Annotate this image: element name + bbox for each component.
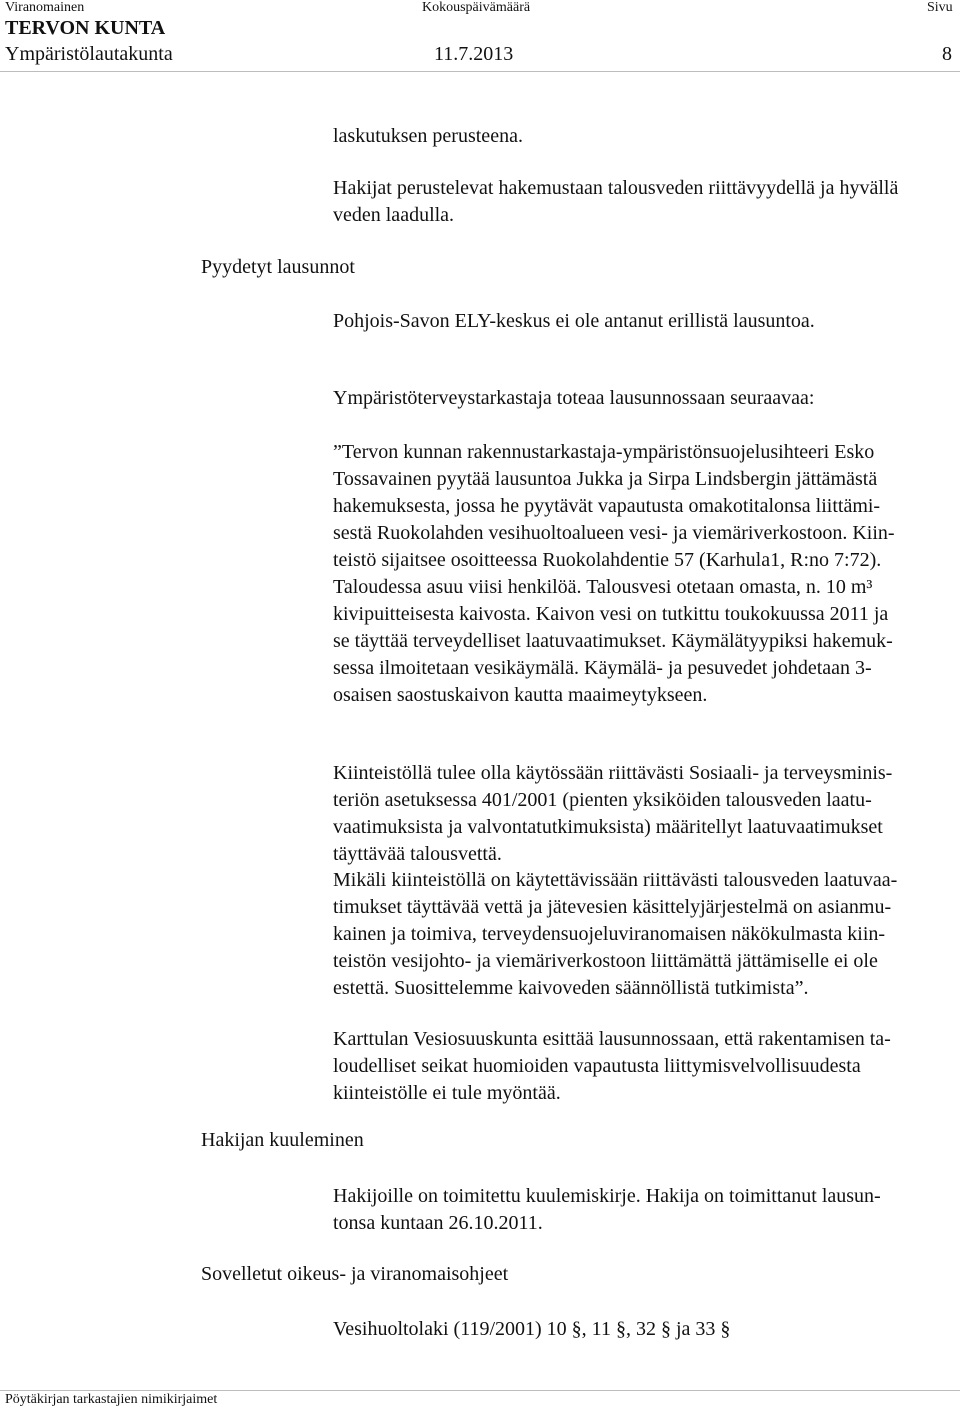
- paragraph-water-cooperative-statement: [333, 1026, 955, 1107]
- paragraph-water-quality-requirements: [333, 760, 955, 868]
- text-line: täyttävää talousvettä.: [333, 843, 502, 865]
- paragraph-no-obstacle: [333, 867, 955, 1002]
- text-line: veden laadulla.: [333, 204, 455, 226]
- text-line: loudelliset seikat huomioiden vapautusta liittymisvelvollisuudesta: [333, 1055, 861, 1077]
- footer-signature-label: Pöytäkirjan tarkastajien nimikirjaimet: [5, 1392, 218, 1407]
- text-line: kiinteistölle ei tule myöntää.: [333, 1082, 561, 1104]
- text-line: teistö sijaitsee osoitteessa Ruokolahdentie 57 (Karhula1, R:no 7:72).: [333, 549, 882, 571]
- text-line: Karttulan Vesiosuuskunta esittää lausunnossaan, että rakentamisen ta-: [333, 1028, 891, 1050]
- text-line: Tossavainen pyytää lausuntoa Jukka ja Sirpa Lindsbergin jättämästä: [333, 468, 878, 490]
- text-line: Ympäristöterveystarkastaja toteaa lausunnossaan seuraavaa:: [333, 387, 815, 409]
- header-date-label: Kokouspäivämäärä: [422, 0, 531, 15]
- text-line: Pohjois-Savon ELY-keskus ei ole antanut erillistä lausuntoa.: [333, 310, 815, 332]
- paragraph-applied-law: [333, 1316, 955, 1343]
- text-line: kivipuitteisesta kaivosta. Kaivon vesi on tutkittu toukokuussa 2011 ja: [333, 603, 889, 625]
- text-line: estettä. Suosittelemme kaivoveden säännöllistä tutkimista”.: [333, 977, 809, 999]
- paragraph-applicants-justification: [333, 175, 955, 229]
- paragraph-health-inspector-statement: [333, 439, 955, 709]
- header-authority-label: Viranomainen: [5, 0, 85, 15]
- text-line: hakemuksesta, jossa he pyytävät vapautusta omakotitalonsa liittämi-: [333, 495, 881, 517]
- header-divider: [0, 71, 960, 72]
- text-line: sestä Ruokolahden vesihuoltoalueen vesi- ja viemäriverkostoon. Kiin-: [333, 522, 895, 544]
- text-line: Kiinteistöllä tulee olla käytössään riittävästi Sosiaali- ja terveysminis-: [333, 762, 893, 784]
- footer-divider: [0, 1390, 960, 1391]
- text-line: Hakijoille on toimitettu kuulemiskirje. Hakija on toimittanut lausun-: [333, 1185, 881, 1207]
- text-line: osaisen saostuskaivon kautta maaimeytykseen.: [333, 684, 708, 706]
- text-line: Mikäli kiinteistöllä on käytettävissään riittävästi talousveden laatuvaa-: [333, 869, 898, 891]
- paragraph-health-inspector-intro: [333, 385, 955, 412]
- heading-applicant-hearing: Hakijan kuuleminen: [201, 1129, 364, 1151]
- header-page-label: Sivu: [927, 0, 953, 15]
- text-line: kainen ja toimiva, terveydensuojeluviranomaisen näkökulmasta kiin-: [333, 923, 886, 945]
- org-name: TERVON KUNTA: [5, 17, 166, 39]
- paragraph-hearing-letter: [333, 1183, 955, 1237]
- text-line: teriön asetuksessa 401/2001 (pienten yksiköiden talousveden laatu-: [333, 789, 872, 811]
- meeting-date: 11.7.2013: [434, 43, 514, 65]
- heading-applied-rules: Sovelletut oikeus- ja viranomaisohjeet: [201, 1263, 509, 1285]
- text-line: sessa ilmoitetaan vesikäymälä. Käymälä- ja pesuvedet johdetaan 3-: [333, 657, 872, 679]
- paragraph-billing-basis: [333, 123, 955, 150]
- text-line: timukset täyttävää vettä ja jätevesien käsittelyjärjestelmä on asianmu-: [333, 896, 892, 918]
- text-line: laskutuksen perusteena.: [333, 125, 523, 147]
- paragraph-ely-statement: [333, 308, 955, 335]
- text-line: vaatimuksista ja valvontatutkimuksista) määritellyt laatuvaatimukset: [333, 816, 883, 838]
- text-line: se täyttää terveydelliset laatuvaatimukset. Käymälätyypiksi hakemuk-: [333, 630, 893, 652]
- text-line: teistön vesijohto- ja viemäriverkostoon liittämättä jättämiselle ei ole: [333, 950, 878, 972]
- text-line: Hakijat perustelevat hakemustaan talousveden riittävyydellä ja hyvällä: [333, 177, 899, 199]
- text-line: Vesihuoltolaki (119/2001) 10 §, 11 §, 32 § ja 33 §: [333, 1318, 731, 1340]
- heading-requested-statements: Pyydetyt lausunnot: [201, 256, 355, 278]
- text-line: Taloudessa asuu viisi henkilöä. Talousvesi otetaan omasta, n. 10 m³: [333, 576, 873, 598]
- page-number: 8: [942, 43, 952, 65]
- text-line: tonsa kuntaan 26.10.2011.: [333, 1212, 543, 1234]
- board-name: Ympäristölautakunta: [5, 43, 173, 65]
- text-line: ”Tervon kunnan rakennustarkastaja-ympäristönsuojelusihteeri Esko: [333, 441, 875, 463]
